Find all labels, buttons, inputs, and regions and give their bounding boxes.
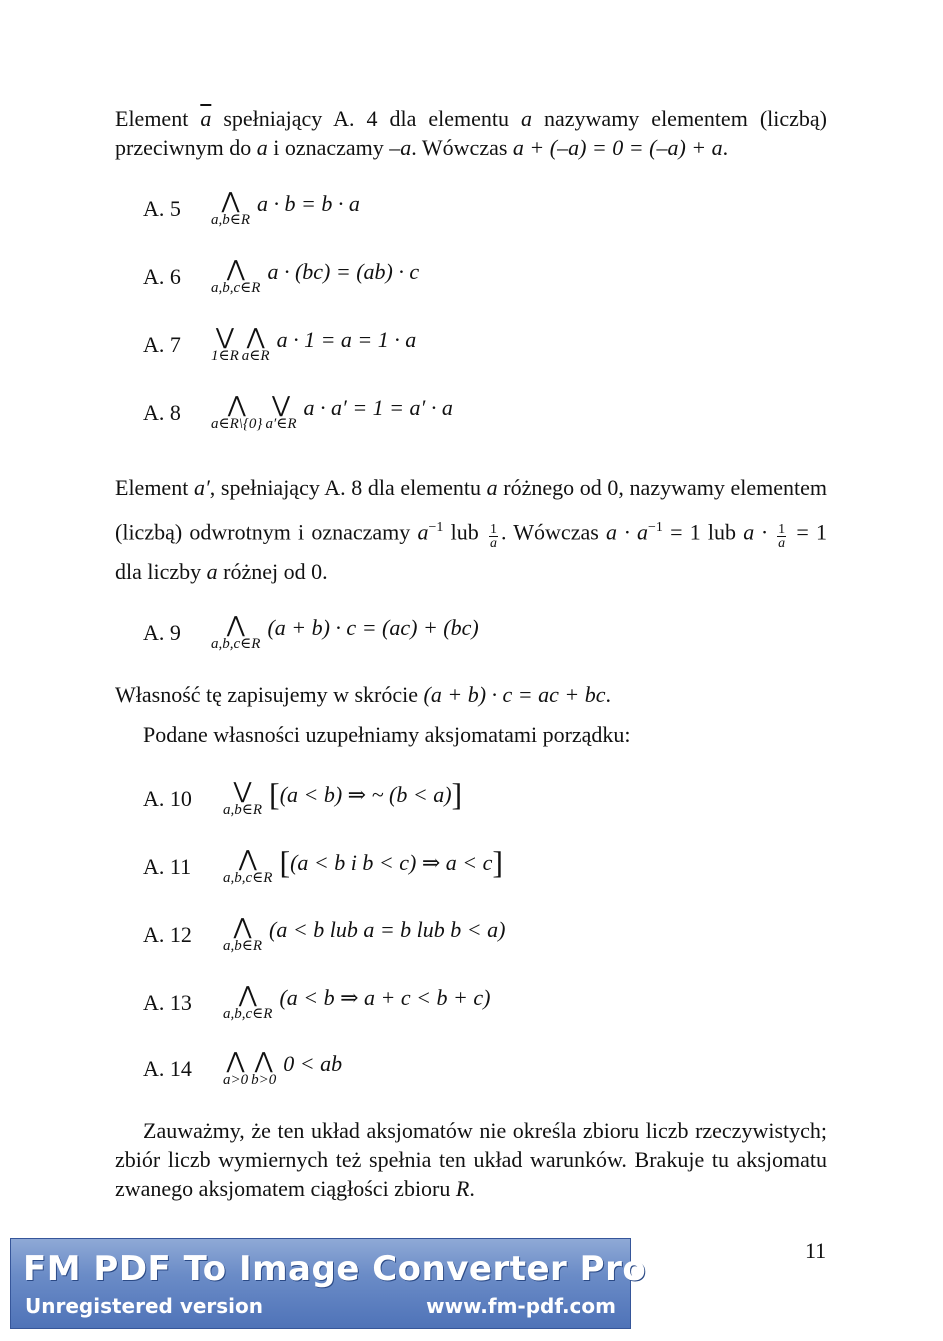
text: . Wówczas xyxy=(411,135,513,160)
superscript: −1 xyxy=(647,520,663,535)
text: różnego od 0, nazywamy elementem (liczbą) odwrotnym i oznaczamy xyxy=(115,475,827,545)
expression-text: (a < b lub a = b lub b < a) xyxy=(269,917,506,942)
a-bar-symbol: $\overline{a}$ xyxy=(200,106,212,131)
paragraph-inverse-element xyxy=(115,468,827,592)
forall-quantifier xyxy=(223,983,273,1022)
forall-quantifier xyxy=(211,189,251,228)
text: spełniający A. 4 dla elementu xyxy=(211,106,521,131)
quantifier-domain: a,b,c∈R xyxy=(211,280,261,296)
text: Element xyxy=(115,475,194,500)
fraction-numerator: 1 xyxy=(778,522,786,538)
axiom-formula xyxy=(223,776,463,818)
quantifier-domain: a,b∈R xyxy=(211,212,251,228)
text: . xyxy=(469,1176,475,1201)
axiom-formula xyxy=(223,983,491,1022)
wedge-symbol: ⋀ xyxy=(226,257,245,282)
text: nazywamy elementem (liczbą) przeciwnym do xyxy=(115,106,827,160)
axiom-expression xyxy=(279,844,504,880)
math-var: a xyxy=(400,135,412,160)
paragraph-completeness-note xyxy=(115,1116,827,1203)
axiom-formula xyxy=(223,1049,343,1088)
axiom-label: A. 5 xyxy=(143,196,181,221)
quantifier-domain: b>0 xyxy=(251,1072,277,1088)
expression-text: a · (bc) = (ab) · c xyxy=(267,259,420,284)
axiom-expression xyxy=(283,1052,342,1076)
expression-text: (a < b ⇒ a + c < b + c) xyxy=(279,985,491,1010)
expression-text: a · 1 = a = 1 · a xyxy=(276,327,417,352)
wedge-symbol: ⋀ xyxy=(221,189,240,214)
text: Podane własności uzupełniamy aksjomatami porządku: xyxy=(143,722,631,747)
text: Własność tę zapisujemy w skrócie xyxy=(115,682,424,707)
left-bracket: [ xyxy=(279,844,291,880)
axiom-formula xyxy=(211,613,479,652)
expression-text: a · b = b · a xyxy=(257,191,360,216)
axiom-label: A. 6 xyxy=(143,264,181,289)
math-expr: a · a xyxy=(606,519,648,545)
axiom-formula xyxy=(223,915,506,954)
axiom-expression xyxy=(277,328,417,352)
forall-quantifier xyxy=(223,1049,249,1088)
expression-text: 0 < ab xyxy=(283,1051,343,1076)
quantifier-domain: a,b,c∈R xyxy=(211,636,261,652)
quantifier-domain: a,b∈R xyxy=(223,938,263,954)
wedge-symbol: ⋀ xyxy=(238,847,257,872)
forall-quantifier xyxy=(211,613,261,652)
axiom-label: A. 7 xyxy=(143,332,181,357)
exists-quantifier xyxy=(223,779,263,818)
forall-quantifier xyxy=(211,257,261,296)
axiom-expression xyxy=(279,986,490,1010)
math-expr: (a + b) · c = ac + bc xyxy=(423,682,606,707)
text: Element xyxy=(115,106,201,131)
fraction-denominator: a xyxy=(778,536,786,552)
axiom-label: A. 10 xyxy=(143,786,192,811)
watermark-banner xyxy=(10,1238,647,1329)
forall-quantifier xyxy=(241,325,270,364)
page-number: 11 xyxy=(805,1238,827,1263)
fraction-numerator: 1 xyxy=(489,522,497,538)
axiom-formula xyxy=(223,844,504,886)
axiom-expression xyxy=(267,260,419,284)
forall-quantifier xyxy=(251,1049,277,1088)
math-var: a xyxy=(206,559,218,585)
quantifier-domain: a>0 xyxy=(223,1072,249,1088)
left-bracket: [ xyxy=(269,776,280,812)
axiom-label: A. 13 xyxy=(143,990,192,1015)
axiom-expression xyxy=(269,776,463,812)
math-var: a′ xyxy=(193,475,210,500)
watermark-url: www.fm-pdf.com xyxy=(426,1294,616,1318)
wedge-symbol: ⋀ xyxy=(227,393,246,418)
wedge-symbol: ⋀ xyxy=(254,1049,273,1074)
expression-text: (a < b) ⇒ ~ (b < a) xyxy=(279,782,452,807)
watermark-title: FM PDF To Image Converter Pro xyxy=(23,1249,647,1289)
forall-quantifier xyxy=(223,915,263,954)
right-bracket: ] xyxy=(492,844,504,880)
wedge-symbol: ⋀ xyxy=(226,1049,245,1074)
watermark-subtitle: Unregistered version xyxy=(25,1294,264,1318)
forall-quantifier xyxy=(223,847,273,886)
fraction xyxy=(777,523,786,550)
axiom-expression xyxy=(257,192,360,216)
math-var: a xyxy=(486,475,498,500)
axiom-formula xyxy=(211,393,453,432)
quantifier-domain: a∈R\{0} xyxy=(211,416,263,432)
expression-text: (a + b) · c = (ac) + (bc) xyxy=(267,615,479,640)
axiom-formula xyxy=(211,325,417,364)
math-expr: a + (–a) = 0 = (–a) + a xyxy=(512,135,723,160)
math-expr: a · xyxy=(743,519,775,545)
fraction-denominator: a xyxy=(489,536,497,552)
axiom-expression xyxy=(269,918,505,942)
forall-quantifier xyxy=(211,393,263,432)
axiom-formula xyxy=(211,189,360,228)
superscript: −1 xyxy=(428,520,444,535)
wedge-symbol: ⋀ xyxy=(246,325,265,350)
axiom-formula xyxy=(211,257,420,296)
quantifier-domain: a∈R xyxy=(241,348,270,364)
text: . xyxy=(722,135,729,160)
text: = 1 dla liczby xyxy=(115,519,828,585)
quantifier-domain: a′∈R xyxy=(265,416,297,432)
text: , spełniający A. 8 dla elementu xyxy=(209,475,487,500)
axiom-label: A. 9 xyxy=(143,620,181,645)
paragraph-order-axioms-intro xyxy=(115,720,827,749)
exists-quantifier xyxy=(211,325,239,364)
axiom-label: A. 8 xyxy=(143,400,181,425)
text: i oznaczamy – xyxy=(267,135,401,160)
wedge-symbol: ⋀ xyxy=(233,915,252,940)
math-var: a xyxy=(256,135,268,160)
math-var: R xyxy=(455,1176,470,1201)
expression-text: a · a′ = 1 = a′ · a xyxy=(303,395,453,420)
wedge-symbol: ⋀ xyxy=(238,983,257,1008)
axiom-expression xyxy=(304,396,453,420)
exists-quantifier xyxy=(265,393,297,432)
axiom-expression xyxy=(267,616,478,640)
math-var: a xyxy=(521,106,532,131)
quantifier-domain: a,b,c∈R xyxy=(223,1006,273,1022)
paragraph-shorthand xyxy=(115,680,827,709)
text: Zauważmy, że ten układ aksjomatów nie określa zbioru liczb rzeczywistych; zbiór liczb wymiernych też spełnia ten układ warunków. Brakuje tu aksjomatu zwanego aksjomatem ciągłości zbioru xyxy=(115,1118,827,1201)
quantifier-domain: a,b∈R xyxy=(223,802,263,818)
vee-symbol: ⋁ xyxy=(215,325,234,350)
expression-text: (a < b i b < c) ⇒ a < c xyxy=(290,850,493,875)
axiom-label: A. 12 xyxy=(143,922,192,947)
axiom-label: A. 14 xyxy=(143,1056,192,1081)
text: = 1 lub xyxy=(662,519,744,545)
fraction xyxy=(489,523,498,550)
math-var: a xyxy=(417,519,429,545)
wedge-symbol: ⋀ xyxy=(226,613,245,638)
axiom-label: A. 11 xyxy=(143,854,192,879)
vee-symbol: ⋁ xyxy=(271,393,290,418)
right-bracket: ] xyxy=(451,776,463,812)
text: różnej od 0. xyxy=(217,559,328,585)
text: lub xyxy=(443,519,486,545)
quantifier-domain: 1∈R xyxy=(211,348,239,364)
paragraph-opposite-element xyxy=(115,104,827,162)
vee-symbol: ⋁ xyxy=(233,779,252,804)
quantifier-domain: a,b,c∈R xyxy=(223,870,273,886)
text: . xyxy=(605,682,611,707)
text: . Wówczas xyxy=(500,519,607,545)
